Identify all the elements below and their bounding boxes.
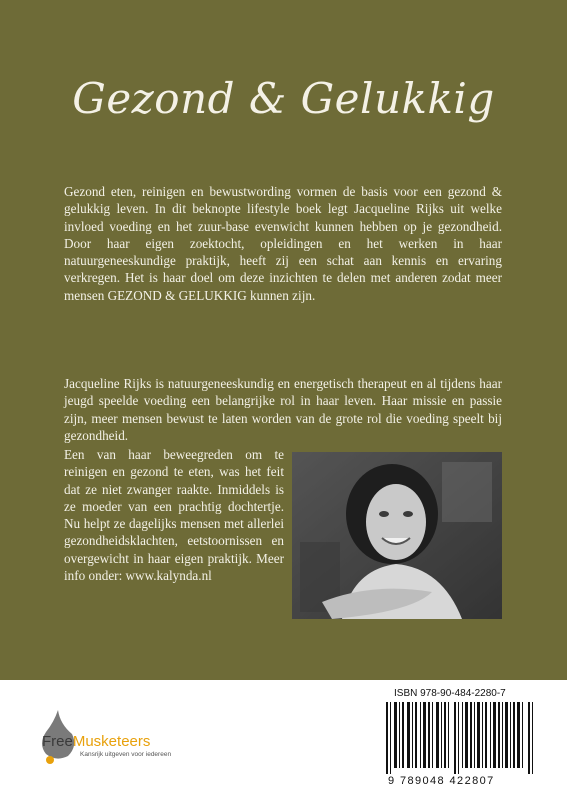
publisher-name — [42, 733, 150, 750]
author-bio-story: Een van haar beweegreden om te reinigen en gezond te eten, was het feit dat ze niet zwanger raakte. Inmiddels is ze moeder van een prachtig dochtertje. Nu helpt ze dagelijks mensen met allerlei gezondheidsklachten, eetstoornissen en overgewicht in haar eigen praktijk. Meer info onder: www.kalynda.nl — [64, 447, 284, 584]
author-photo — [292, 452, 502, 619]
barcode-icon — [382, 702, 540, 774]
publisher-tagline: Kansrijk uitgeven voor iedereen — [80, 751, 172, 758]
book-title: Gezond & Gelukkig — [72, 74, 495, 123]
publisher-name-musketeers: Musketeers — [72, 733, 151, 750]
book-description: Gezond eten, reinigen en bewustwording vormen de basis voor een gezond & gelukkig leven. In dit beknopte lifestyle boek legt Jacqueline Rijks uit welke invloed voeding en het zuur-base evenwicht kunnen hebben op je gezondheid. Door haar eigen zoektocht, opleidingen en het werken in haar natuurgeneeskundige praktijk, heeft zij een schat aan kennis en ervaring verkregen. Het is haar doel om deze inzichten te delen met anderen zodat meer mensen GEZOND & GELUKKIG kunnen zijn. — [64, 184, 502, 303]
publisher-name-free: Free — [42, 733, 73, 750]
author-bio-intro: Jacqueline Rijks is natuurgeneeskundig en energetisch therapeut en al tijdens haar jeugd speelde voeding een belangrijke rol in haar leven. Haar missie en passie zijn, meer mensen bewust te laten worden van de grote rol die voeding speelt bij gezondheid. — [64, 376, 502, 443]
isbn-label: ISBN 978-90-484-2280-7 — [394, 688, 506, 699]
barcode-digits: 9 789048 422807 — [388, 775, 495, 787]
